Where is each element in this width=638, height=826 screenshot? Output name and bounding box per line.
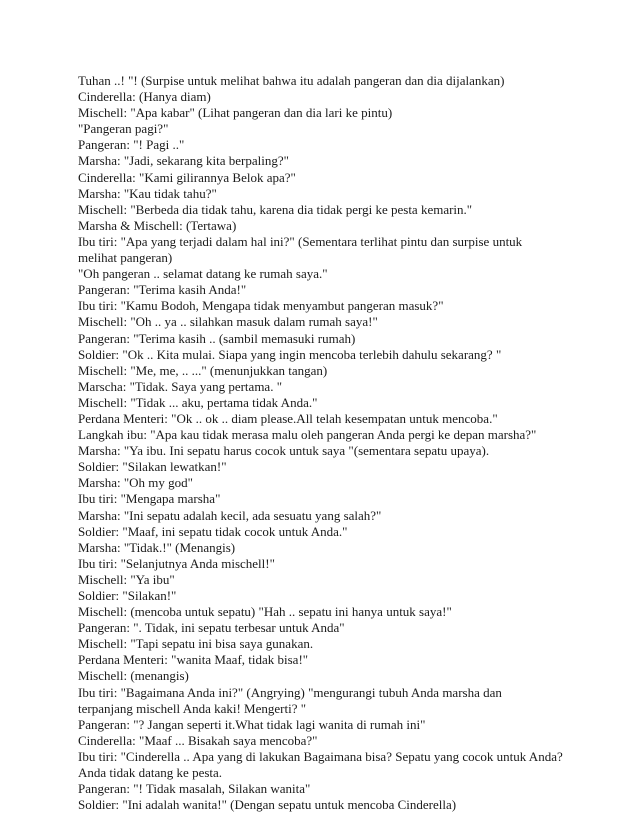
dialogue-line: Tuhan ..! "! (Surpise untuk melihat bahwa itu adalah pangeran dan dia dijalankan) <box>78 73 505 88</box>
dialogue-line: Marsha & Mischell: (Tertawa) <box>78 217 237 233</box>
dialogue-line: Marsha: "Tidak.!" (Menangis) <box>78 539 236 555</box>
dialogue-line: Mischell: (menangis) <box>78 668 189 684</box>
dialogue-line: Marsha: "Ini sepatu adalah kecil, ada sesuatu yang salah?" <box>78 507 382 523</box>
dialogue-line: Mischell: "Oh .. ya .. silahkan masuk dalam rumah saya!" <box>78 314 378 330</box>
dialogue-line: Ibu tiri: "Mengapa marsha" <box>78 491 221 507</box>
dialogue-line: Soldier: "Maaf, ini sepatu tidak cocok untuk Anda." <box>78 523 348 539</box>
dialogue-line: Pangeran: "Terima kasih .. (sambil memasuki rumah) <box>78 330 356 346</box>
document-page <box>78 73 578 813</box>
dialogue-line: Marsha: "Oh my god" <box>78 475 193 491</box>
dialogue-line: Mischell: "Berbeda dia tidak tahu, karena dia tidak pergi ke pesta kemarin." <box>78 201 473 217</box>
dialogue-line: Langkah ibu: "Apa kau tidak merasa malu oleh pangeran Anda pergi ke depan marsha?" <box>78 427 537 443</box>
dialogue-line: Soldier: "Silakan!" <box>78 588 177 603</box>
dialogue-line: Perdana Menteri: "wanita Maaf, tidak bisa!" <box>78 652 309 668</box>
dialogue-line: Ibu tiri: "Apa yang terjadi dalam hal ini?" (Sementara terlihat pintu dan surpise untuk <box>78 233 523 249</box>
dialogue-line: Anda tidak datang ke pesta. <box>78 765 223 781</box>
dialogue-line: Mischell: "Tidak ... aku, pertama tidak Anda." <box>78 394 318 410</box>
dialogue-line: Pangeran: "? Jangan seperti it.What tidak lagi wanita di rumah ini" <box>78 716 426 732</box>
dialogue-line: Mischell: "Me, me, .. ..." (menunjukkan tangan) <box>78 362 328 378</box>
dialogue-line: Pangeran: "Terima kasih Anda!" <box>78 282 247 298</box>
dialogue-line: "Oh pangeran .. selamat datang ke rumah saya." <box>78 266 328 282</box>
dialogue-line: Ibu tiri: "Bagaimana Anda ini?" (Angrying) "mengurangi tubuh Anda marsha dan <box>78 684 502 700</box>
dialogue-line: Pangeran: "! Pagi .." <box>78 137 185 153</box>
dialogue-line: Marsha: "Ya ibu. Ini sepatu harus cocok untuk saya "(sementara sepatu upaya). <box>78 443 490 459</box>
dialogue-line: Mischell: "Apa kabar" (Lihat pangeran dan dia lari ke pintu) <box>78 105 393 121</box>
dialogue-line: Cinderella: "Maaf ... Bisakah saya mencoba?" <box>78 732 318 748</box>
dialogue-line: Pangeran: "! Tidak masalah, Silakan wanita" <box>78 781 311 797</box>
dialogue-line: Ibu tiri: "Cinderella .. Apa yang di lakukan Bagaimana bisa? Sepatu yang cocok untuk Anda? <box>78 748 563 764</box>
dialogue-line: Soldier: "Ok .. Kita mulai. Siapa yang ingin mencoba terlebih dahulu sekarang? " <box>78 346 502 362</box>
dialogue-line: "Pangeran pagi?" <box>78 121 169 137</box>
dialogue-line: Marscha: "Tidak. Saya yang pertama. " <box>78 378 283 394</box>
dialogue-line: melihat pangeran) <box>78 250 173 266</box>
dialogue-line: Ibu tiri: "Kamu Bodoh, Mengapa tidak menyambut pangeran masuk?" <box>78 298 444 314</box>
dialogue-line: Cinderella: (Hanya diam) <box>78 89 211 105</box>
dialogue-line: Soldier: "Ini adalah wanita!" (Dengan sepatu untuk mencoba Cinderella) <box>78 797 457 813</box>
dialogue-line: Mischell: "Tapi sepatu ini bisa saya gunakan. <box>78 636 314 652</box>
dialogue-line: Marsha: "Jadi, sekarang kita berpaling?" <box>78 153 289 169</box>
dialogue-line: Pangeran: ". Tidak, ini sepatu terbesar untuk Anda" <box>78 620 345 636</box>
dialogue-line: Cinderella: "Kami gilirannya Belok apa?" <box>78 169 296 185</box>
dialogue-line: Perdana Menteri: "Ok .. ok .. diam please.All telah kesempatan untuk mencoba." <box>78 410 498 426</box>
dialogue-line: Mischell: "Ya ibu" <box>78 571 175 587</box>
dialogue-line: Ibu tiri: "Selanjutnya Anda mischell!" <box>78 555 275 571</box>
dialogue-line: Mischell: (mencoba untuk sepatu) "Hah .. sepatu ini hanya untuk saya!" <box>78 604 452 620</box>
dialogue-line: terpanjang mischell Anda kaki! Mengerti? " <box>78 700 307 716</box>
dialogue-line: Marsha: "Kau tidak tahu?" <box>78 185 217 201</box>
dialogue-line: Soldier: "Silakan lewatkan!" <box>78 459 227 475</box>
